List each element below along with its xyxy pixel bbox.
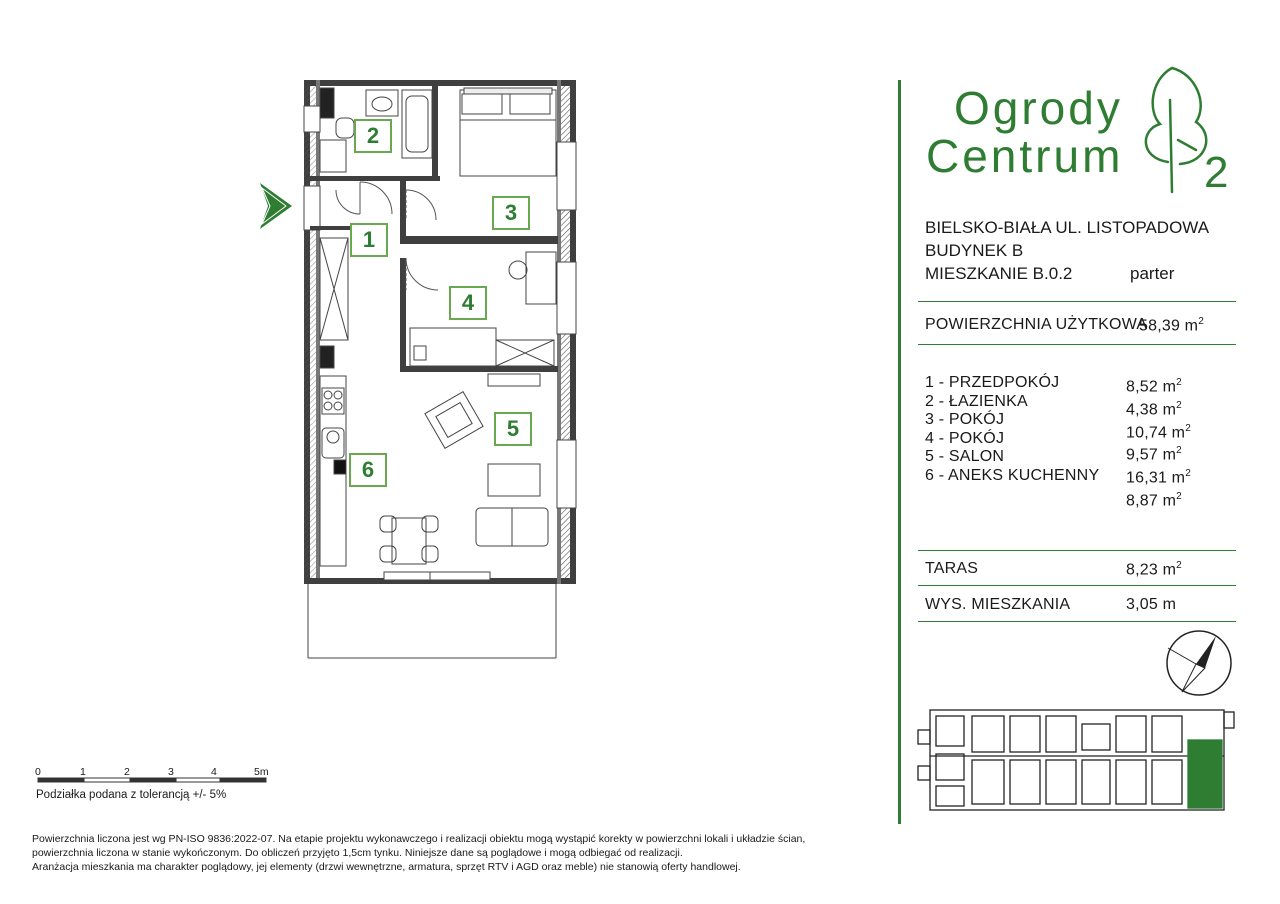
room-area-value: 8,52 $m^2$ <box>1126 377 1182 396</box>
usable-area-value: 58,39 $m^2$ <box>1139 316 1204 335</box>
room-list-item: 4 - POKÓJ <box>925 429 1005 447</box>
divider <box>918 585 1236 586</box>
note-line2: powierzchnia liczona w stanie wykończonym. Do obliczeń przyjęto 1,5cm tynku. Niniejsze dane są poglądowe i mogą odbiegać od realizacji. <box>32 847 683 859</box>
room-area-value: 8,87 $m^2$ <box>1126 491 1182 510</box>
room-area-list <box>1126 374 1191 511</box>
room-label-3: 3 <box>492 196 530 230</box>
usable-area-label: POWIERZCHNIA UŻYTKOWA <box>925 316 1148 333</box>
terrace <box>308 572 556 658</box>
note-line3: Aranżacja mieszkania ma charakter poglądowy, jej elementy (drzwi wewnętrzne, armatura, sprzęt RTV i AGD oraz meble) nie stanowią oferty handlowej. <box>32 861 741 873</box>
room-label-6: 6 <box>349 453 387 487</box>
room-area-value: 10,74 $m^2$ <box>1126 422 1191 441</box>
scale-bar <box>38 778 266 782</box>
address-line3: MIESZKANIE B.0.2 <box>925 264 1073 283</box>
closet <box>320 238 348 340</box>
logo-line1: Ogrody <box>954 82 1123 134</box>
room-list <box>925 374 1099 485</box>
room-list-item: 5 - SALON <box>925 448 1005 465</box>
terrace-label: TARAS <box>925 560 979 577</box>
scale-tick: 5m <box>254 766 269 778</box>
room-list-item: 3 - POKÓJ <box>925 411 1005 428</box>
address-line1: BIELSKO-BIAŁA UL. LISTOPADOWA <box>925 218 1210 237</box>
logo-number: 2 <box>1204 148 1229 197</box>
scale-tick: 1 <box>80 766 86 778</box>
room-list-item: 2 - ŁAZIENKA <box>925 392 1028 410</box>
scale-tick: 3 <box>168 766 174 778</box>
living-room-furniture <box>380 374 548 564</box>
scale-tick: 2 <box>124 766 130 778</box>
compass-icon <box>1167 631 1231 695</box>
room-area-value: 9,57 $m^2$ <box>1126 445 1182 464</box>
logo-line2: Centrum <box>926 130 1124 182</box>
divider <box>918 344 1236 345</box>
bedroom-furniture <box>460 88 556 176</box>
scale-tick: 0 <box>35 766 41 778</box>
scale-tick: 4 <box>211 766 217 778</box>
floor-label: parter <box>1130 264 1175 283</box>
room-label-5: 5 <box>494 412 532 446</box>
divider <box>918 301 1236 302</box>
building-key-plan <box>918 710 1234 810</box>
logo-text <box>926 84 1123 180</box>
height-value: 3,05 m <box>1126 596 1177 613</box>
room-list-item: 1 - PRZEDPOKÓJ <box>925 374 1060 391</box>
apartment-highlight <box>1188 740 1222 808</box>
kitchen-furniture <box>320 346 346 566</box>
tree-logo-icon <box>1146 68 1206 192</box>
divider <box>918 621 1236 622</box>
divider <box>918 550 1236 551</box>
room-list-item: 6 - ANEKS KUCHENNY <box>925 466 1100 484</box>
room-label-2: 2 <box>354 119 392 153</box>
room-label-1: 1 <box>350 223 388 257</box>
terrace-value: 8,23 $m^2$ <box>1126 560 1182 579</box>
room-label-4: 4 <box>449 286 487 320</box>
scale-tolerance: Podziałka podana z tolerancją +/- 5% <box>36 789 227 801</box>
entrance-arrow-icon <box>260 183 292 229</box>
vertical-divider <box>898 80 901 824</box>
note-line1: Powierzchnia liczona jest wg PN-ISO 9836:2022-07. Na etapie projektu wykonawczego i realizacji obiektu mogą wystąpić korekty w powierzchni lokali i układzie ścian, <box>32 833 806 845</box>
room-area-value: 16,31 $m^2$ <box>1126 468 1191 487</box>
height-label: WYS. MIESZKANIA <box>925 596 1071 613</box>
address-line2: BUDYNEK B <box>925 241 1024 260</box>
room-area-value: 4,38 $m^2$ <box>1126 399 1182 419</box>
